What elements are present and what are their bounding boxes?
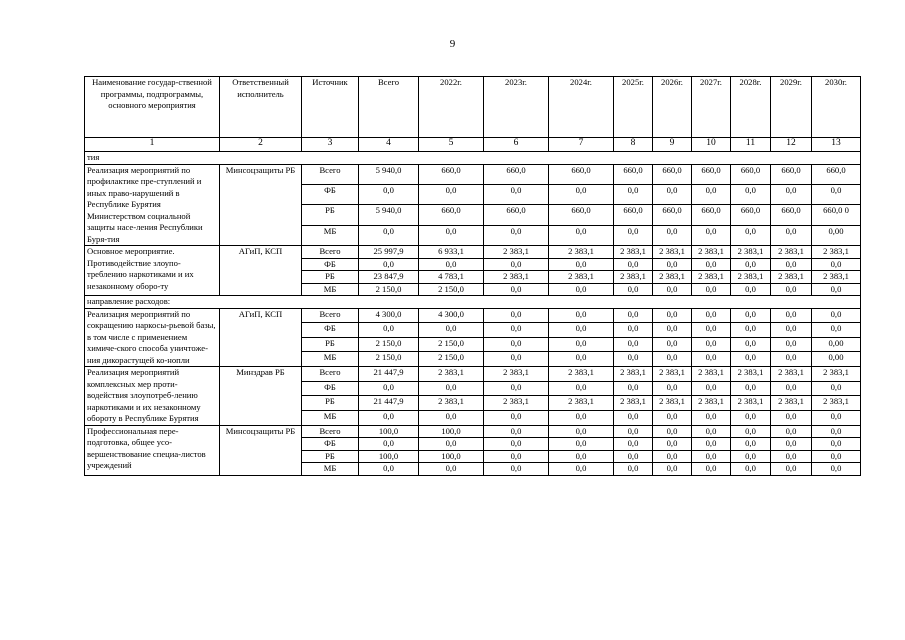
funding-source: Всего xyxy=(302,308,359,323)
amount-cell: 0,0 xyxy=(484,463,549,476)
amount-cell: 2 383,1 xyxy=(653,367,692,382)
amount-cell: 2 383,1 xyxy=(419,367,484,382)
responsible-executor: Минсоцзащиты РБ xyxy=(220,164,302,246)
amount-cell: 0,0 xyxy=(812,410,861,425)
amount-cell: 0,0 xyxy=(419,381,484,396)
amount-cell: 21 447,9 xyxy=(359,396,419,411)
header-cell: Всего xyxy=(359,77,419,138)
amount-cell: 0,0 xyxy=(653,308,692,323)
amount-cell: 0,0 xyxy=(419,323,484,338)
funding-source: Всего xyxy=(302,425,359,438)
header-cell: 2024г. xyxy=(549,77,614,138)
funding-source: РБ xyxy=(302,271,359,284)
funding-source: ФБ xyxy=(302,323,359,338)
amount-cell: 0,0 xyxy=(484,381,549,396)
amount-cell: 0,0 xyxy=(731,463,771,476)
amount-cell: 0,0 xyxy=(484,225,549,245)
measure-name: Реализация мероприятий комплексных мер проти-водействия злоупотреб-лению наркотиками и их незаконному обороту в Республике Бурятия xyxy=(85,367,220,426)
amount-cell: 2 150,0 xyxy=(419,337,484,352)
funding-source: ФБ xyxy=(302,184,359,204)
amount-cell: 2 383,1 xyxy=(692,367,731,382)
responsible-executor: АГиП, КСП xyxy=(220,246,302,296)
responsible-executor: Минсоцзащиты РБ xyxy=(220,425,302,475)
amount-cell: 2 383,1 xyxy=(812,271,861,284)
funding-source: ФБ xyxy=(302,381,359,396)
amount-cell: 0,0 xyxy=(692,225,731,245)
amount-cell: 0,0 xyxy=(653,463,692,476)
amount-cell: 0,0 xyxy=(653,381,692,396)
amount-cell: 0,0 xyxy=(692,308,731,323)
amount-cell: 0,0 xyxy=(731,381,771,396)
table-row xyxy=(85,425,861,438)
amount-cell: 0,0 xyxy=(614,184,653,204)
amount-cell: 660,0 xyxy=(484,164,549,184)
header-cell: 2027г. xyxy=(692,77,731,138)
amount-cell: 0,0 xyxy=(653,337,692,352)
responsible-executor: Минздрав РБ xyxy=(220,367,302,426)
amount-cell: 0,0 xyxy=(549,450,614,463)
amount-cell: 0,0 xyxy=(812,438,861,451)
amount-cell: 0,0 xyxy=(692,438,731,451)
amount-cell: 100,0 xyxy=(419,425,484,438)
measure-name: Реализация мероприятий по профилактике пре-ступлений и иных право-нарушений в Республике Бурятия Министерством социальной защиты насе-ления Республики Буря-тия xyxy=(85,164,220,246)
amount-cell: 2 383,1 xyxy=(653,271,692,284)
amount-cell: 0,0 xyxy=(484,308,549,323)
amount-cell: 0,0 xyxy=(549,337,614,352)
amount-cell: 0,0 xyxy=(771,352,812,367)
amount-cell: 23 847,9 xyxy=(359,271,419,284)
amount-cell: 0,0 xyxy=(614,381,653,396)
amount-cell: 0,0 xyxy=(731,323,771,338)
amount-cell: 2 150,0 xyxy=(419,283,484,296)
column-number: 1 xyxy=(85,138,220,152)
funding-source: Всего xyxy=(302,246,359,259)
funding-source: МБ xyxy=(302,283,359,296)
amount-cell: 0,0 xyxy=(771,283,812,296)
header-cell: 2026г. xyxy=(653,77,692,138)
amount-cell: 0,0 xyxy=(614,352,653,367)
amount-cell: 0,0 xyxy=(653,225,692,245)
funding-source: Всего xyxy=(302,367,359,382)
amount-cell: 0,0 xyxy=(653,283,692,296)
table-row xyxy=(85,367,861,382)
amount-cell: 0,0 xyxy=(653,323,692,338)
amount-cell: 0,0 xyxy=(812,184,861,204)
amount-cell: 2 383,1 xyxy=(614,396,653,411)
amount-cell: 0,0 xyxy=(484,425,549,438)
amount-cell: 2 383,1 xyxy=(614,271,653,284)
amount-cell: 660,0 xyxy=(771,205,812,225)
amount-cell: 2 383,1 xyxy=(771,271,812,284)
funding-source: РБ xyxy=(302,450,359,463)
amount-cell: 4 300,0 xyxy=(419,308,484,323)
amount-cell: 0,0 xyxy=(692,283,731,296)
column-number-row xyxy=(85,138,861,152)
amount-cell: 0,0 xyxy=(359,184,419,204)
column-number: 8 xyxy=(614,138,653,152)
amount-cell: 0,0 xyxy=(771,425,812,438)
amount-cell: 0,0 xyxy=(549,258,614,271)
amount-cell: 660,0 xyxy=(549,205,614,225)
amount-cell: 0,0 xyxy=(692,337,731,352)
amount-cell: 0,0 xyxy=(653,450,692,463)
funding-source: МБ xyxy=(302,352,359,367)
amount-cell: 2 383,1 xyxy=(484,396,549,411)
amount-cell: 0,0 xyxy=(614,308,653,323)
amount-cell: 0,0 xyxy=(731,184,771,204)
amount-cell: 0,0 xyxy=(614,438,653,451)
amount-cell: 0,0 xyxy=(692,352,731,367)
amount-cell: 0,0 xyxy=(484,438,549,451)
amount-cell: 0,0 xyxy=(812,425,861,438)
amount-cell: 660,0 xyxy=(419,164,484,184)
amount-cell: 2 383,1 xyxy=(484,246,549,259)
table-row xyxy=(85,246,861,259)
amount-cell: 0,0 xyxy=(549,381,614,396)
amount-cell: 0,0 xyxy=(692,258,731,271)
amount-cell: 660,0 xyxy=(692,205,731,225)
amount-cell: 0,0 xyxy=(771,463,812,476)
amount-cell: 0,0 xyxy=(359,381,419,396)
amount-cell: 660,0 xyxy=(484,205,549,225)
column-number: 11 xyxy=(731,138,771,152)
amount-cell: 2 383,1 xyxy=(692,396,731,411)
amount-cell: 660,0 xyxy=(653,164,692,184)
amount-cell: 2 383,1 xyxy=(549,271,614,284)
header-cell: Ответственный исполнитель xyxy=(220,77,302,138)
amount-cell: 2 383,1 xyxy=(614,246,653,259)
amount-cell: 4 783,1 xyxy=(419,271,484,284)
amount-cell: 0,0 xyxy=(812,323,861,338)
amount-cell: 0,0 xyxy=(484,323,549,338)
amount-cell: 0,0 xyxy=(731,425,771,438)
funding-source: РБ xyxy=(302,396,359,411)
column-number: 13 xyxy=(812,138,861,152)
amount-cell: 2 150,0 xyxy=(359,283,419,296)
amount-cell: 0,0 xyxy=(771,410,812,425)
amount-cell: 0,0 xyxy=(359,323,419,338)
header-row xyxy=(85,77,861,138)
amount-cell: 25 997,9 xyxy=(359,246,419,259)
amount-cell: 2 383,1 xyxy=(812,396,861,411)
amount-cell: 0,0 xyxy=(653,425,692,438)
amount-cell: 21 447,9 xyxy=(359,367,419,382)
amount-cell: 0,0 xyxy=(484,258,549,271)
amount-cell: 5 940,0 xyxy=(359,205,419,225)
amount-cell: 2 383,1 xyxy=(731,367,771,382)
amount-cell: 2 150,0 xyxy=(359,352,419,367)
funding-source: ФБ xyxy=(302,258,359,271)
header-cell: 2023г. xyxy=(484,77,549,138)
amount-cell: 2 383,1 xyxy=(549,396,614,411)
amount-cell: 0,00 xyxy=(812,225,861,245)
amount-cell: 0,0 xyxy=(692,463,731,476)
amount-cell: 0,0 xyxy=(731,283,771,296)
amount-cell: 0,0 xyxy=(731,308,771,323)
column-number: 10 xyxy=(692,138,731,152)
amount-cell: 0,0 xyxy=(549,225,614,245)
amount-cell: 0,0 xyxy=(771,184,812,204)
amount-cell: 2 383,1 xyxy=(771,246,812,259)
amount-cell: 2 383,1 xyxy=(653,246,692,259)
amount-cell: 2 383,1 xyxy=(692,246,731,259)
amount-cell: 2 383,1 xyxy=(731,246,771,259)
amount-cell: 0,0 xyxy=(549,425,614,438)
amount-cell: 0,0 xyxy=(692,323,731,338)
amount-cell: 0,0 xyxy=(653,438,692,451)
column-number: 4 xyxy=(359,138,419,152)
budget-table xyxy=(84,76,861,476)
amount-cell: 0,0 xyxy=(484,352,549,367)
header-cell: Источник xyxy=(302,77,359,138)
amount-cell: 0,0 xyxy=(731,450,771,463)
amount-cell: 2 383,1 xyxy=(731,396,771,411)
amount-cell: 2 383,1 xyxy=(812,367,861,382)
funding-source: МБ xyxy=(302,410,359,425)
amount-cell: 660,0 xyxy=(549,164,614,184)
amount-cell: 660,0 xyxy=(812,164,861,184)
header-cell: 2030г. xyxy=(812,77,861,138)
amount-cell: 0,0 xyxy=(731,258,771,271)
amount-cell: 660,0 xyxy=(614,164,653,184)
amount-cell: 2 383,1 xyxy=(419,396,484,411)
amount-cell: 0,0 xyxy=(771,337,812,352)
page-number: 9 xyxy=(449,38,456,50)
column-number: 5 xyxy=(419,138,484,152)
amount-cell: 0,0 xyxy=(614,258,653,271)
amount-cell: 660,0 xyxy=(771,164,812,184)
amount-cell: 0,0 xyxy=(731,438,771,451)
header-cell: 2029г. xyxy=(771,77,812,138)
amount-cell: 0,0 xyxy=(653,184,692,204)
section-label: направление расходов: xyxy=(85,296,861,309)
amount-cell: 0,0 xyxy=(484,410,549,425)
amount-cell: 0,0 xyxy=(731,225,771,245)
amount-cell: 0,0 xyxy=(771,438,812,451)
amount-cell: 0,0 xyxy=(484,184,549,204)
header-cell: 2028г. xyxy=(731,77,771,138)
amount-cell: 0,0 xyxy=(812,283,861,296)
column-number: 12 xyxy=(771,138,812,152)
amount-cell: 2 383,1 xyxy=(812,246,861,259)
amount-cell: 0,0 xyxy=(549,184,614,204)
amount-cell: 0,0 xyxy=(549,410,614,425)
amount-cell: 0,0 xyxy=(771,323,812,338)
amount-cell: 0,0 xyxy=(812,381,861,396)
funding-source: МБ xyxy=(302,463,359,476)
funding-source: ФБ xyxy=(302,438,359,451)
funding-source: Всего xyxy=(302,164,359,184)
amount-cell: 0,0 xyxy=(419,258,484,271)
amount-cell: 0,0 xyxy=(731,410,771,425)
amount-cell: 2 383,1 xyxy=(692,271,731,284)
amount-cell: 0,0 xyxy=(812,463,861,476)
column-number: 7 xyxy=(549,138,614,152)
measure-name: Профессиональная пере-подготовка, общее усо-вершенствование специа-листов учреждений xyxy=(85,425,220,475)
amount-cell: 4 300,0 xyxy=(359,308,419,323)
amount-cell: 100,0 xyxy=(359,425,419,438)
amount-cell: 0,0 xyxy=(549,352,614,367)
amount-cell: 0,0 xyxy=(359,463,419,476)
section-label: тия xyxy=(85,152,861,165)
amount-cell: 0,0 xyxy=(614,410,653,425)
amount-cell: 0,0 xyxy=(549,463,614,476)
amount-cell: 0,0 xyxy=(419,410,484,425)
amount-cell: 0,0 xyxy=(419,225,484,245)
amount-cell: 0,0 xyxy=(549,438,614,451)
column-number: 3 xyxy=(302,138,359,152)
table-row xyxy=(85,164,861,184)
amount-cell: 660,0 xyxy=(614,205,653,225)
responsible-executor: АГиП, КСП xyxy=(220,308,302,367)
amount-cell: 5 940,0 xyxy=(359,164,419,184)
amount-cell: 0,0 xyxy=(484,337,549,352)
column-number: 2 xyxy=(220,138,302,152)
amount-cell: 0,0 xyxy=(653,352,692,367)
amount-cell: 0,0 xyxy=(359,410,419,425)
amount-cell: 0,0 xyxy=(614,337,653,352)
amount-cell: 0,0 xyxy=(692,381,731,396)
header-cell: Наименование государ-ственной программы, подпрограммы, основного мероприятия xyxy=(85,77,220,138)
amount-cell: 0,0 xyxy=(692,425,731,438)
amount-cell: 0,0 xyxy=(812,258,861,271)
column-number: 6 xyxy=(484,138,549,152)
amount-cell: 2 383,1 xyxy=(771,396,812,411)
amount-cell: 0,0 xyxy=(771,450,812,463)
amount-cell: 0,0 xyxy=(419,463,484,476)
amount-cell: 0,0 xyxy=(653,410,692,425)
amount-cell: 100,0 xyxy=(419,450,484,463)
amount-cell: 0,0 xyxy=(614,463,653,476)
measure-name: Основное мероприятие. Противодействие злоупо-треблению наркотиками и их незаконному оборо-ту xyxy=(85,246,220,296)
amount-cell: 0,0 xyxy=(771,381,812,396)
amount-cell: 0,0 xyxy=(771,258,812,271)
amount-cell: 2 383,1 xyxy=(484,271,549,284)
amount-cell: 0,0 xyxy=(549,323,614,338)
amount-cell: 0,0 xyxy=(614,323,653,338)
section-row xyxy=(85,296,861,309)
amount-cell: 660,0 0 xyxy=(812,205,861,225)
amount-cell: 0,0 xyxy=(771,308,812,323)
amount-cell: 6 933,1 xyxy=(419,246,484,259)
amount-cell: 0,0 xyxy=(549,283,614,296)
measure-name: Реализация мероприятий по сокращению наркосы-рьевой базы, в том числе с применением химиче-ского способа уничтоже-ния дикорастущей ко-нопли xyxy=(85,308,220,367)
amount-cell: 0,0 xyxy=(419,184,484,204)
amount-cell: 2 383,1 xyxy=(614,367,653,382)
amount-cell: 0,0 xyxy=(419,438,484,451)
amount-cell: 0,0 xyxy=(614,225,653,245)
amount-cell: 0,0 xyxy=(484,283,549,296)
amount-cell: 0,0 xyxy=(614,283,653,296)
amount-cell: 0,0 xyxy=(484,450,549,463)
section-row xyxy=(85,152,861,165)
amount-cell: 2 150,0 xyxy=(419,352,484,367)
amount-cell: 660,0 xyxy=(653,205,692,225)
amount-cell: 0,0 xyxy=(549,308,614,323)
amount-cell: 2 383,1 xyxy=(653,396,692,411)
funding-source: РБ xyxy=(302,205,359,225)
amount-cell: 0,0 xyxy=(771,225,812,245)
amount-cell: 0,0 xyxy=(731,352,771,367)
amount-cell: 0,00 xyxy=(812,337,861,352)
amount-cell: 0,0 xyxy=(614,425,653,438)
amount-cell: 0,0 xyxy=(812,308,861,323)
amount-cell: 0,0 xyxy=(692,450,731,463)
amount-cell: 0,0 xyxy=(692,184,731,204)
funding-source: МБ xyxy=(302,225,359,245)
amount-cell: 2 150,0 xyxy=(359,337,419,352)
amount-cell: 100,0 xyxy=(359,450,419,463)
amount-cell: 660,0 xyxy=(692,164,731,184)
amount-cell: 0,0 xyxy=(812,450,861,463)
amount-cell: 0,00 xyxy=(812,352,861,367)
amount-cell: 2 383,1 xyxy=(549,246,614,259)
amount-cell: 2 383,1 xyxy=(484,367,549,382)
amount-cell: 2 383,1 xyxy=(771,367,812,382)
funding-source: РБ xyxy=(302,337,359,352)
amount-cell: 660,0 xyxy=(731,205,771,225)
amount-cell: 0,0 xyxy=(359,258,419,271)
amount-cell: 0,0 xyxy=(359,225,419,245)
table-row xyxy=(85,308,861,323)
amount-cell: 660,0 xyxy=(419,205,484,225)
amount-cell: 0,0 xyxy=(614,450,653,463)
column-number: 9 xyxy=(653,138,692,152)
amount-cell: 0,0 xyxy=(653,258,692,271)
amount-cell: 0,0 xyxy=(731,337,771,352)
header-cell: 2025г. xyxy=(614,77,653,138)
amount-cell: 2 383,1 xyxy=(731,271,771,284)
amount-cell: 660,0 xyxy=(731,164,771,184)
amount-cell: 0,0 xyxy=(359,438,419,451)
header-cell: 2022г. xyxy=(419,77,484,138)
amount-cell: 0,0 xyxy=(692,410,731,425)
amount-cell: 2 383,1 xyxy=(549,367,614,382)
